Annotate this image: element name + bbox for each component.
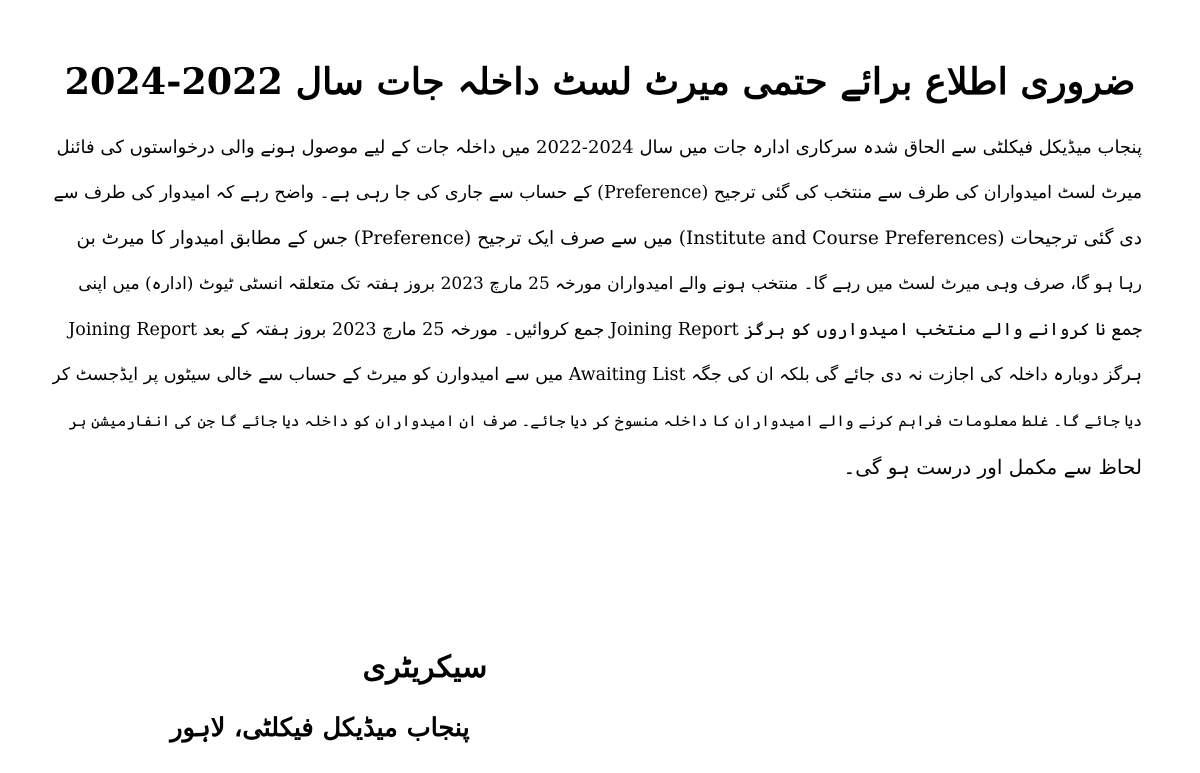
body-line-8: لحاظ سے مکمل اور درست ہو گی۔ [843,454,1142,479]
signatory-organization: پنجاب میڈیکل فیکلٹی، لاہور [170,713,470,743]
body-line-1: پنجاب میڈیکل فیکلٹی سے الحاق شدہ سرکاری ادارہ جات میں سال 2024-2022 میں داخلہ جات کے لیے موصول ہونے والی درخواستوں کی فائنل [56,137,1142,158]
body-line-3: دی گئی ترجیحات (Institute and Course Preferences) میں سے صرف ایک ترجیح (Preference) جس کے مطابق امیدوار کا میرٹ بن [76,228,1142,250]
notice-title: ضروری اطلاع برائے حتمی میرٹ لسٹ داخلہ جات سال 2022-2024 [64,60,1136,103]
body-line-2: میرٹ لسٹ امیدواران کی طرف سے منتخب کی گئی ترجیح (Preference) کے حساب سے جاری کی جا رہی ہے۔ واضح رہے کہ امیدوار کی طرف سے [53,182,1142,203]
body-line-5: Joining Report جمع کروائیں۔ مورخہ 25 مارچ 2023 بروز ہفتہ کے بعد Joining Report جمع نا کروانے والے منتخب امیدواروں کو ہرگز [68,319,1142,340]
body-line-6: ہرگز دوبارہ داخلہ کی اجازت نہ دی جائے گی بلکہ ان کی جگہ Awaiting List میں سے امیدوارن کو میرٹ کے حساب سے خالی سیٹوں پر ایڈجسٹ کر [52,365,1142,386]
notice-body [52,125,1142,491]
signatory-title: سیکریٹری [362,650,488,685]
body-line-7: دیا جائے گا۔ غلط معلومات فراہم کرنے والے امیدواران کا داخلہ منسوخ کر دیا جائے۔ صرف ان امیدواران کو داخلہ دیا جائے گا جن کی انفارمیشن ہر [68,412,1142,431]
body-line-4: رہا ہو گا، صرف وہی میرٹ لسٹ میں رہے گا۔ منتخب ہونے والے امیدواران مورخہ 25 مارچ 2023 بروز ہفتہ تک متعلقہ انسٹی ٹیوٹ (ادارہ) میں اپنی [78,274,1142,295]
